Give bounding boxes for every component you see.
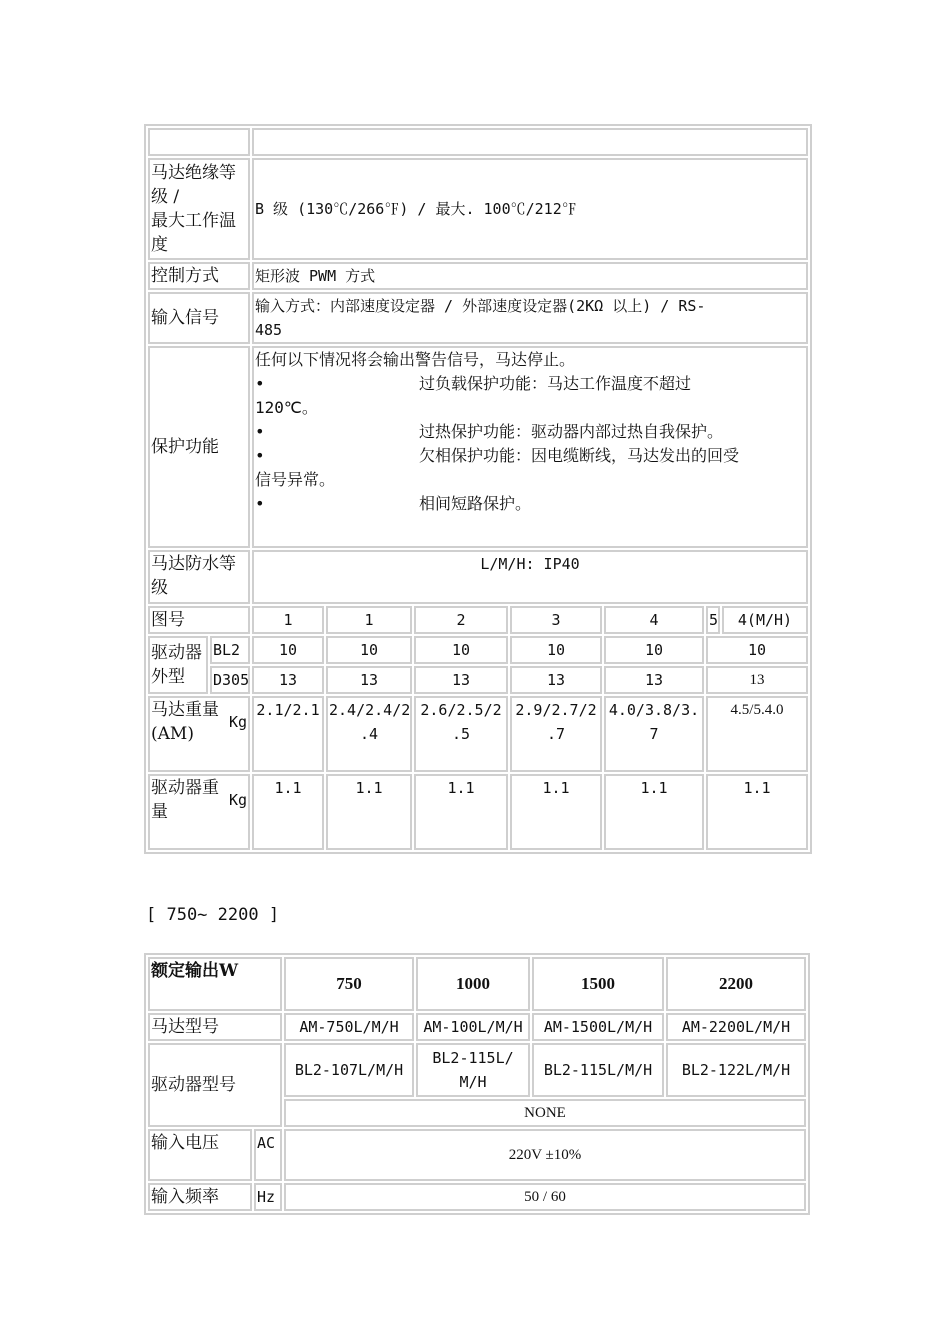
value-line: 2.1/2.1 (256, 701, 320, 719)
table-row (148, 1013, 806, 1041)
driver-shape-sub: D305 (210, 666, 250, 694)
motor-spec-table (144, 124, 812, 854)
table-row (148, 957, 806, 1011)
table-row (148, 1129, 806, 1181)
protection-label: 保护功能 (148, 346, 250, 548)
value-line: 2.4/2.4/2 (329, 701, 411, 719)
label-line: 驱动器重 (151, 778, 219, 798)
table-row (148, 606, 808, 634)
driver-shape-value: 10 (706, 636, 808, 664)
label-wrap (151, 698, 247, 746)
bullet: • (255, 446, 265, 465)
label-line: 级 / (151, 187, 180, 207)
figure-number: 4(M/H) (722, 606, 808, 634)
driver-weight-value: 1.1 (414, 774, 508, 850)
input-frequency-value: 50 / 60 (284, 1183, 806, 1211)
protection-item: 相间短路保护。 (419, 494, 532, 513)
protection-intro: 任何以下情况将会输出警告信号，马达停止。 (255, 350, 576, 369)
label-wrap (151, 776, 247, 824)
motor-weight-value (326, 696, 412, 772)
motor-weight-value: 4.5/5.4.0 (706, 696, 808, 772)
driver-shape-value: 13 (414, 666, 508, 694)
rated-output-value: 750 (284, 957, 414, 1011)
label-line: 马达防水等 (151, 554, 236, 574)
motor-weight-value (510, 696, 602, 772)
protection-item: 过热保护功能：驱动器内部过热自我保护。 (419, 422, 724, 441)
driver-model-none: NONE (284, 1099, 806, 1127)
motor-weight-value (252, 696, 324, 772)
label-text (151, 698, 219, 746)
input-signal-label: 输入信号 (148, 292, 250, 344)
driver-weight-value: 1.1 (604, 774, 704, 850)
table-row (148, 1043, 806, 1097)
figure-number: 4 (604, 606, 704, 634)
table-row (148, 292, 808, 344)
table-row (148, 696, 808, 772)
figure-number: 1 (326, 606, 412, 634)
unit: Kg (228, 791, 247, 809)
rated-output-value: 2200 (666, 957, 806, 1011)
value-line: 2.9/2.7/2 (515, 701, 597, 719)
value-line: 输入方式：内部速度设定器 / 外部速度设定器(2KΩ 以上) / RS- (255, 297, 706, 315)
list-item (255, 372, 805, 396)
input-voltage-label: 输入电压 (148, 1129, 252, 1181)
label-line: 级 (151, 578, 168, 598)
motor-weight-value (414, 696, 508, 772)
value-line: BL2-115L/ (432, 1049, 514, 1067)
label-line: 最大工作温 (151, 211, 236, 231)
driver-weight-value: 1.1 (326, 774, 412, 850)
blank-row (148, 128, 808, 156)
motor-model-label: 马达型号 (148, 1013, 282, 1041)
table-row (148, 346, 808, 548)
bullet: • (255, 374, 265, 393)
figure-number: 3 (510, 606, 602, 634)
driver-shape-value: 10 (326, 636, 412, 664)
control-value: 矩形波 PWM 方式 (252, 262, 808, 290)
motor-model-value: AM-2200L/M/H (666, 1013, 806, 1041)
protection-item: 欠相保护功能：因电缆断线，马达发出的回受 (419, 446, 740, 465)
waterproof-label (148, 550, 250, 604)
bullet: • (255, 494, 265, 513)
label-text (151, 776, 219, 824)
motor-model-value: AM-100L/M/H (416, 1013, 530, 1041)
driver-model-value: BL2-115L/M/H (532, 1043, 664, 1097)
motor-weight-value (604, 696, 704, 772)
figure-number: 2 (414, 606, 508, 634)
label-line: 驱动器 (151, 643, 202, 663)
unit: Hz (254, 1183, 282, 1211)
driver-shape-sub: BL2 (210, 636, 250, 664)
unit: AC (254, 1129, 282, 1181)
value-line: .5 (451, 725, 471, 743)
driver-model-value: BL2-107L/M/H (284, 1043, 414, 1097)
driver-shape-value: 13 (604, 666, 704, 694)
value-line: .4 (359, 725, 379, 743)
driver-shape-label (148, 636, 208, 694)
driver-shape-value: 10 (252, 636, 324, 664)
label-line: 马达重量 (151, 700, 219, 720)
control-label: 控制方式 (148, 262, 250, 290)
blank-cell (252, 128, 808, 156)
waterproof-value: L/M/H: IP40 (252, 550, 808, 604)
blank-cell (148, 128, 250, 156)
protection-item-cont: 信号异常。 (255, 470, 336, 489)
list-item (255, 492, 805, 516)
value-line: .7 (546, 725, 566, 743)
table-row (148, 636, 808, 664)
driver-weight-value: 1.1 (252, 774, 324, 850)
list-item (255, 444, 805, 468)
value-line: 4.0/3.8/3. (608, 701, 700, 719)
driver-model-label: 驱动器型号 (148, 1043, 282, 1127)
label-line: 马达绝缘等 (151, 163, 236, 183)
driver-weight-value: 1.1 (510, 774, 602, 850)
value-line: 2.6/2.5/2 (420, 701, 502, 719)
driver-shape-value: 13 (326, 666, 412, 694)
table-row (148, 1183, 806, 1211)
value-line: M/H (459, 1073, 487, 1091)
table-row (148, 550, 808, 604)
range-heading: [ 750~ 2200 ] (146, 905, 280, 925)
protection-item-cont: 120℃。 (255, 398, 318, 417)
unit: Kg (228, 713, 247, 731)
driver-shape-value: 13 (252, 666, 324, 694)
bullet: • (255, 422, 265, 441)
rated-output-value: 1000 (416, 957, 530, 1011)
power-spec-table (144, 953, 810, 1215)
insulation-value: B 级 (130℃/266℉) / 最大. 100℃/212℉ (252, 158, 808, 260)
label-line: (AM) (151, 724, 194, 744)
label-line: 外型 (151, 667, 185, 687)
driver-model-value (416, 1043, 530, 1097)
motor-model-value: AM-750L/M/H (284, 1013, 414, 1041)
table-row (148, 666, 808, 694)
input-frequency-label: 输入频率 (148, 1183, 252, 1211)
protection-value (252, 346, 808, 548)
input-voltage-value: 220V ±10% (284, 1129, 806, 1181)
protection-item: 过负载保护功能：马达工作温度不超过 (419, 374, 692, 393)
label-line: 度 (151, 235, 168, 255)
driver-shape-value: 13 (706, 666, 808, 694)
figure-number: 1 (252, 606, 324, 634)
rated-output-value: 1500 (532, 957, 664, 1011)
motor-weight-label (148, 696, 250, 772)
table-row (148, 158, 808, 260)
rated-output-label: 额定输出W (148, 957, 282, 1011)
driver-shape-value: 10 (604, 636, 704, 664)
figure-number: 5 (706, 606, 720, 634)
table-row (148, 262, 808, 290)
value-line: 7 (649, 725, 659, 743)
table-row (148, 774, 808, 850)
label-line: 量 (151, 802, 168, 822)
motor-model-value: AM-1500L/M/H (532, 1013, 664, 1041)
driver-shape-value: 10 (414, 636, 508, 664)
value-line: 485 (255, 321, 283, 339)
figure-label: 图号 (148, 606, 250, 634)
driver-shape-value: 10 (510, 636, 602, 664)
input-signal-value (252, 292, 808, 344)
list-item (255, 420, 805, 444)
driver-model-value: BL2-122L/M/H (666, 1043, 806, 1097)
driver-shape-value: 13 (510, 666, 602, 694)
driver-weight-label (148, 774, 250, 850)
insulation-label (148, 158, 250, 260)
driver-weight-value: 1.1 (706, 774, 808, 850)
